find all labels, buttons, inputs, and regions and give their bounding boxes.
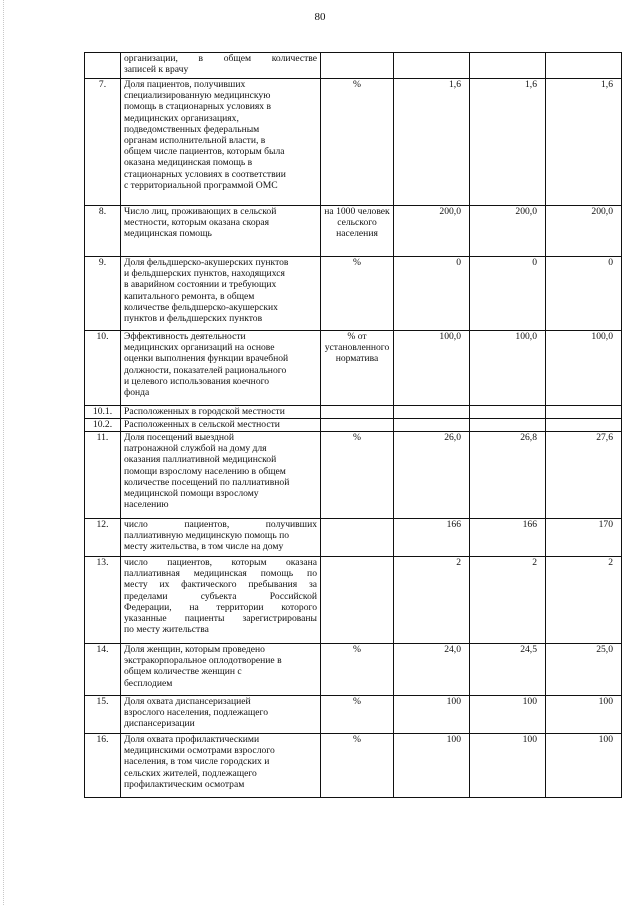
indicator-name-line: Доля охвата профилактическими bbox=[124, 734, 260, 745]
target-value-year-1: 2 bbox=[394, 557, 470, 644]
indicator-name-line: месту их фактического пребывания за bbox=[124, 579, 317, 591]
indicator-name-line: населению bbox=[124, 499, 169, 511]
row-number bbox=[85, 53, 121, 79]
table-row bbox=[85, 79, 622, 206]
indicator-name-line: Доля фельдшерско-акушерских пунктов bbox=[124, 257, 289, 268]
target-value-year-2: 2 bbox=[470, 557, 546, 644]
target-value-year-1: 100,0 bbox=[394, 331, 470, 406]
indicator-name-line: Расположенных в сельской местности bbox=[124, 419, 280, 430]
indicator-name-line: общем числе пациентов, которым была bbox=[124, 146, 285, 158]
indicator-name-line: Расположенных в городской местности bbox=[124, 406, 285, 417]
row-number: 15. bbox=[85, 696, 121, 734]
indicator-name-line: в аварийном состоянии и требующих bbox=[124, 279, 277, 291]
indicator-name-line: и целевого использования коечного bbox=[124, 375, 270, 387]
target-value-year-2: 1,6 bbox=[470, 79, 546, 206]
target-value-year-3 bbox=[546, 419, 622, 432]
row-number: 9. bbox=[85, 257, 121, 331]
indicator-name-line: число пациентов, которым оказана bbox=[124, 557, 317, 568]
indicator-name-line: оказания паллиативной медицинской bbox=[124, 454, 277, 466]
target-value-year-3: 100 bbox=[546, 734, 622, 798]
indicator-name-line: взрослого населения, подлежащего bbox=[124, 707, 269, 719]
table-row bbox=[85, 734, 622, 798]
page-number: 80 bbox=[314, 11, 326, 23]
row-number: 12. bbox=[85, 519, 121, 557]
indicator-name bbox=[121, 331, 321, 406]
indicator-name bbox=[121, 519, 321, 557]
indicator-name-line: оказана медицинская помощь в bbox=[124, 157, 253, 169]
indicator-name-line: месту жительства, в том числе на дому bbox=[124, 541, 284, 553]
table-row bbox=[85, 406, 622, 419]
row-number: 10.1. bbox=[85, 406, 121, 419]
indicator-name bbox=[121, 419, 321, 432]
indicator-name-line: капитального ремонта, в общем bbox=[124, 290, 255, 302]
indicator-name-line: специализированную медицинскую bbox=[124, 90, 271, 102]
unit-of-measure: % bbox=[321, 257, 394, 331]
target-value-year-1: 26,0 bbox=[394, 432, 470, 519]
target-value-year-3: 25,0 bbox=[546, 644, 622, 696]
target-value-year-1: 100 bbox=[394, 696, 470, 734]
table-row bbox=[85, 419, 622, 432]
indicator-name-line: помощи взрослому населению в общем bbox=[124, 465, 286, 477]
unit-of-measure: % от установленного норматива bbox=[321, 331, 394, 406]
target-value-year-3: 170 bbox=[546, 519, 622, 557]
indicator-name bbox=[121, 432, 321, 519]
indicator-name-line: указанные пациенты зарегистрированы bbox=[124, 613, 317, 625]
row-number: 14. bbox=[85, 644, 121, 696]
indicator-name-line: число пациентов, получивших bbox=[124, 519, 317, 530]
indicator-name-line: количестве фельдшерско-акушерских bbox=[124, 301, 278, 313]
target-value-year-2: 100 bbox=[470, 696, 546, 734]
indicator-name bbox=[121, 406, 321, 419]
unit-of-measure bbox=[321, 519, 394, 557]
indicator-name bbox=[121, 257, 321, 331]
target-value-year-1 bbox=[394, 406, 470, 419]
target-value-year-2 bbox=[470, 419, 546, 432]
row-number: 7. bbox=[85, 79, 121, 206]
indicator-name-line: медицинских организациях, bbox=[124, 112, 239, 124]
indicator-name-line: медицинскими осмотрами взрослого bbox=[124, 745, 275, 757]
row-number: 11. bbox=[85, 432, 121, 519]
unit-of-measure bbox=[321, 557, 394, 644]
indicator-name-line: местности, которым оказана скорая bbox=[124, 217, 270, 229]
unit-of-measure bbox=[321, 419, 394, 432]
indicator-name-line: пунктов и фельдшерских пунктов bbox=[124, 313, 263, 325]
target-value-year-2 bbox=[470, 406, 546, 419]
indicator-name-line: Число лиц, проживающих в сельской bbox=[124, 206, 277, 217]
indicator-name-line: паллиативная медицинская помощь по bbox=[124, 568, 317, 580]
target-value-year-2: 0 bbox=[470, 257, 546, 331]
target-value-year-1 bbox=[394, 419, 470, 432]
indicator-name-line: медицинская помощь bbox=[124, 228, 212, 240]
unit-of-measure: % bbox=[321, 696, 394, 734]
unit-of-measure bbox=[321, 53, 394, 79]
indicator-name-line: Доля охвата диспансеризацией bbox=[124, 696, 251, 707]
row-number: 10. bbox=[85, 331, 121, 406]
indicator-name bbox=[121, 734, 321, 798]
target-value-year-3 bbox=[546, 406, 622, 419]
indicator-name-line: количестве посещений по паллиативной bbox=[124, 476, 290, 488]
indicator-name-line: по месту жительства bbox=[124, 624, 209, 636]
table-row bbox=[85, 519, 622, 557]
indicator-name-line: оценки выполнения функции врачебной bbox=[124, 353, 289, 365]
target-value-year-3: 27,6 bbox=[546, 432, 622, 519]
indicator-name-line: медицинской помощи взрослому bbox=[124, 488, 259, 500]
target-value-year-3: 0 bbox=[546, 257, 622, 331]
unit-of-measure: % bbox=[321, 432, 394, 519]
row-number: 8. bbox=[85, 206, 121, 257]
target-value-year-3: 200,0 bbox=[546, 206, 622, 257]
indicator-name-line: сельских жителей, подлежащего bbox=[124, 767, 257, 779]
target-value-year-1: 100 bbox=[394, 734, 470, 798]
indicator-name-line: Доля пациентов, получивших bbox=[124, 79, 246, 90]
indicator-name-line: Доля женщин, которым проведено bbox=[124, 644, 265, 655]
table-row bbox=[85, 331, 622, 406]
indicator-name bbox=[121, 53, 321, 79]
unit-of-measure: % bbox=[321, 79, 394, 206]
unit-of-measure: % bbox=[321, 734, 394, 798]
indicator-name bbox=[121, 644, 321, 696]
indicator-name-line: помощь в стационарных условиях в bbox=[124, 101, 272, 113]
target-value-year-1: 166 bbox=[394, 519, 470, 557]
target-value-year-2: 100 bbox=[470, 734, 546, 798]
target-value-year-2: 200,0 bbox=[470, 206, 546, 257]
row-number: 10.2. bbox=[85, 419, 121, 432]
unit-of-measure bbox=[321, 406, 394, 419]
indicator-name-line: подведомственных федеральным bbox=[124, 123, 260, 135]
target-value-year-1 bbox=[394, 53, 470, 79]
target-value-year-3: 100,0 bbox=[546, 331, 622, 406]
target-value-year-3 bbox=[546, 53, 622, 79]
indicator-name-line: стационарных условиях в соответствии bbox=[124, 168, 286, 180]
table-row bbox=[85, 557, 622, 644]
indicator-name-line: записей к врачу bbox=[124, 64, 189, 76]
scan-edge bbox=[3, 0, 4, 905]
indicator-name-line: фонда bbox=[124, 387, 150, 399]
target-value-year-2: 26,8 bbox=[470, 432, 546, 519]
target-value-year-2: 100,0 bbox=[470, 331, 546, 406]
target-value-year-3: 100 bbox=[546, 696, 622, 734]
unit-of-measure: на 1000 человек сельского населения bbox=[321, 206, 394, 257]
row-number: 16. bbox=[85, 734, 121, 798]
indicator-name bbox=[121, 696, 321, 734]
table-row bbox=[85, 53, 622, 79]
row-number: 13. bbox=[85, 557, 121, 644]
indicator-name-line: организации, в общем количестве bbox=[124, 53, 317, 64]
indicator-name-line: пределами субъекта Российской bbox=[124, 590, 317, 602]
indicator-name-line: паллиативную медицинскую помощь по bbox=[124, 530, 290, 542]
target-value-year-1: 0 bbox=[394, 257, 470, 331]
indicator-name-line: экстракорпоральное оплодотворение в bbox=[124, 655, 282, 667]
table-body bbox=[85, 53, 622, 798]
indicator-name-line: общем количестве женщин с bbox=[124, 666, 242, 678]
indicator-name-line: населения, в том числе городских и bbox=[124, 756, 270, 768]
indicator-name-line: медицинских организаций на основе bbox=[124, 342, 275, 354]
indicator-name-line: и фельдшерских пунктов, находящихся bbox=[124, 268, 285, 280]
target-value-year-1: 1,6 bbox=[394, 79, 470, 206]
target-value-year-2: 24,5 bbox=[470, 644, 546, 696]
indicator-name bbox=[121, 206, 321, 257]
indicator-name-line: с территориальной программой ОМС bbox=[124, 179, 278, 191]
indicator-name-line: профилактическим осмотрам bbox=[124, 778, 245, 790]
indicator-name-line: патронажной службой на дому для bbox=[124, 443, 267, 455]
table-row bbox=[85, 696, 622, 734]
indicator-name-line: Федерации, на территории которого bbox=[124, 601, 317, 613]
target-value-year-3: 1,6 bbox=[546, 79, 622, 206]
target-value-year-3: 2 bbox=[546, 557, 622, 644]
target-value-year-2 bbox=[470, 53, 546, 79]
target-value-year-2: 166 bbox=[470, 519, 546, 557]
indicator-name bbox=[121, 79, 321, 206]
indicator-name-line: органам исполнительной власти, в bbox=[124, 135, 266, 147]
target-value-year-1: 200,0 bbox=[394, 206, 470, 257]
table-row bbox=[85, 644, 622, 696]
indicator-name bbox=[121, 557, 321, 644]
indicator-name-line: Доля посещений выездной bbox=[124, 432, 234, 443]
indicator-name-line: бесплодием bbox=[124, 677, 173, 689]
table-row bbox=[85, 432, 622, 519]
table-row bbox=[85, 206, 622, 257]
target-value-year-1: 24,0 bbox=[394, 644, 470, 696]
indicator-name-line: Эффективность деятельности bbox=[124, 331, 246, 342]
unit-of-measure: % bbox=[321, 644, 394, 696]
indicator-name-line: диспансеризации bbox=[124, 718, 195, 730]
indicator-name-line: должности, показателей рационального bbox=[124, 364, 287, 376]
table-row bbox=[85, 257, 622, 331]
indicators-table bbox=[84, 52, 622, 798]
